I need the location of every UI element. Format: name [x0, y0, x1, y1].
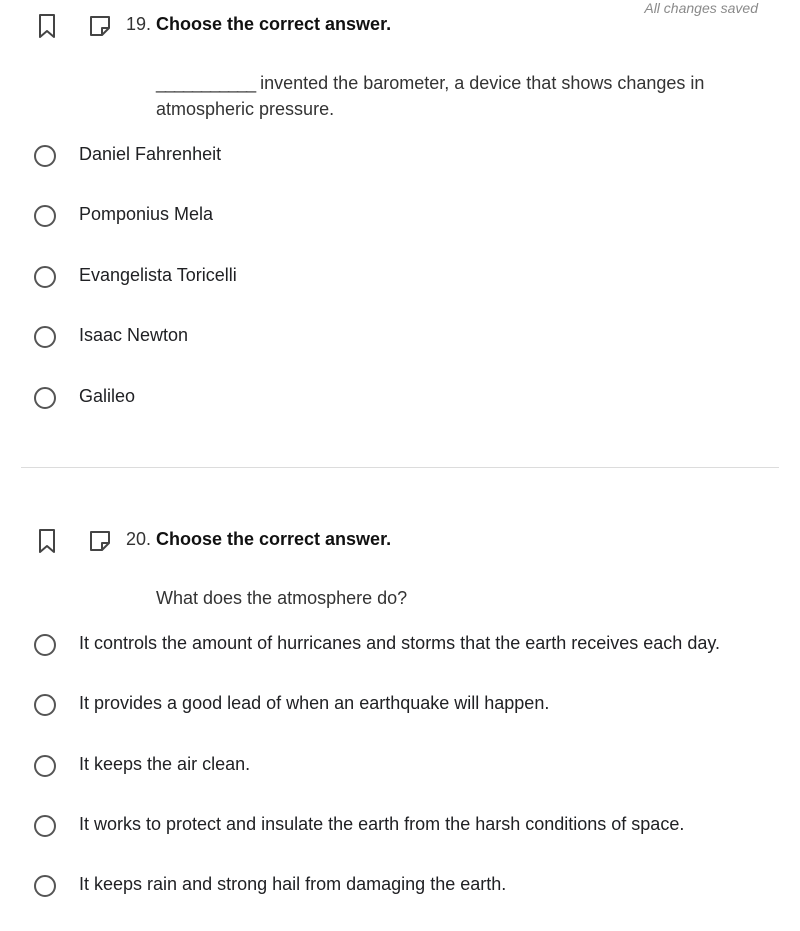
- option-label: Pomponius Mela: [79, 204, 214, 224]
- question-header: [0, 525, 800, 557]
- radio-button[interactable]: [34, 387, 56, 409]
- radio-button[interactable]: [34, 755, 56, 777]
- answer-option[interactable]: [30, 868, 770, 908]
- bookmark-icon[interactable]: [33, 525, 61, 557]
- answer-option[interactable]: [30, 138, 770, 178]
- answer-option[interactable]: [30, 808, 770, 848]
- radio-button[interactable]: [34, 205, 56, 227]
- question-title: Choose the correct answer.: [156, 14, 392, 34]
- radio-button[interactable]: [34, 326, 56, 348]
- radio-button[interactable]: [34, 634, 56, 656]
- question-number: 19.: [126, 14, 152, 34]
- option-label: It keeps the air clean.: [79, 754, 251, 774]
- option-label: It controls the amount of hurricanes and storms that the earth receives each day.: [79, 633, 721, 653]
- question-19: [0, 10, 800, 430]
- fill-in-blank: ___________: [156, 73, 256, 93]
- sticky-note-icon[interactable]: [86, 10, 114, 42]
- radio-button[interactable]: [34, 815, 56, 837]
- sticky-note-icon[interactable]: [86, 525, 114, 557]
- question-divider: [21, 467, 779, 468]
- prompt-text: invented the barometer, a device that shows changes in atmospheric pressure.: [156, 73, 705, 119]
- answer-option[interactable]: [30, 259, 770, 299]
- option-label: Daniel Fahrenheit: [79, 144, 222, 164]
- save-status: All changes saved: [644, 0, 758, 16]
- option-label: Evangelista Toricelli: [79, 265, 237, 285]
- radio-button[interactable]: [34, 694, 56, 716]
- question-header: [0, 10, 800, 42]
- answer-option[interactable]: [30, 687, 770, 727]
- option-label: Isaac Newton: [79, 325, 189, 345]
- question-20: [0, 525, 800, 925]
- question-number: 20.: [126, 529, 152, 549]
- option-label: It provides a good lead of when an earthquake will happen.: [79, 693, 550, 713]
- answer-option[interactable]: [30, 198, 770, 238]
- question-prompt: What does the atmosphere do?: [156, 588, 408, 608]
- answer-option[interactable]: [30, 380, 770, 420]
- option-label: It works to protect and insulate the earth from the harsh conditions of space.: [79, 814, 685, 834]
- option-label: Galileo: [79, 386, 136, 406]
- radio-button[interactable]: [34, 875, 56, 897]
- answer-option[interactable]: [30, 319, 770, 359]
- answer-option[interactable]: [30, 627, 770, 667]
- option-label: It keeps rain and strong hail from damaging the earth.: [79, 874, 507, 894]
- radio-button[interactable]: [34, 145, 56, 167]
- question-title: Choose the correct answer.: [156, 529, 392, 549]
- question-prompt: [156, 70, 736, 122]
- radio-button[interactable]: [34, 266, 56, 288]
- answer-option[interactable]: [30, 748, 770, 788]
- bookmark-icon[interactable]: [33, 10, 61, 42]
